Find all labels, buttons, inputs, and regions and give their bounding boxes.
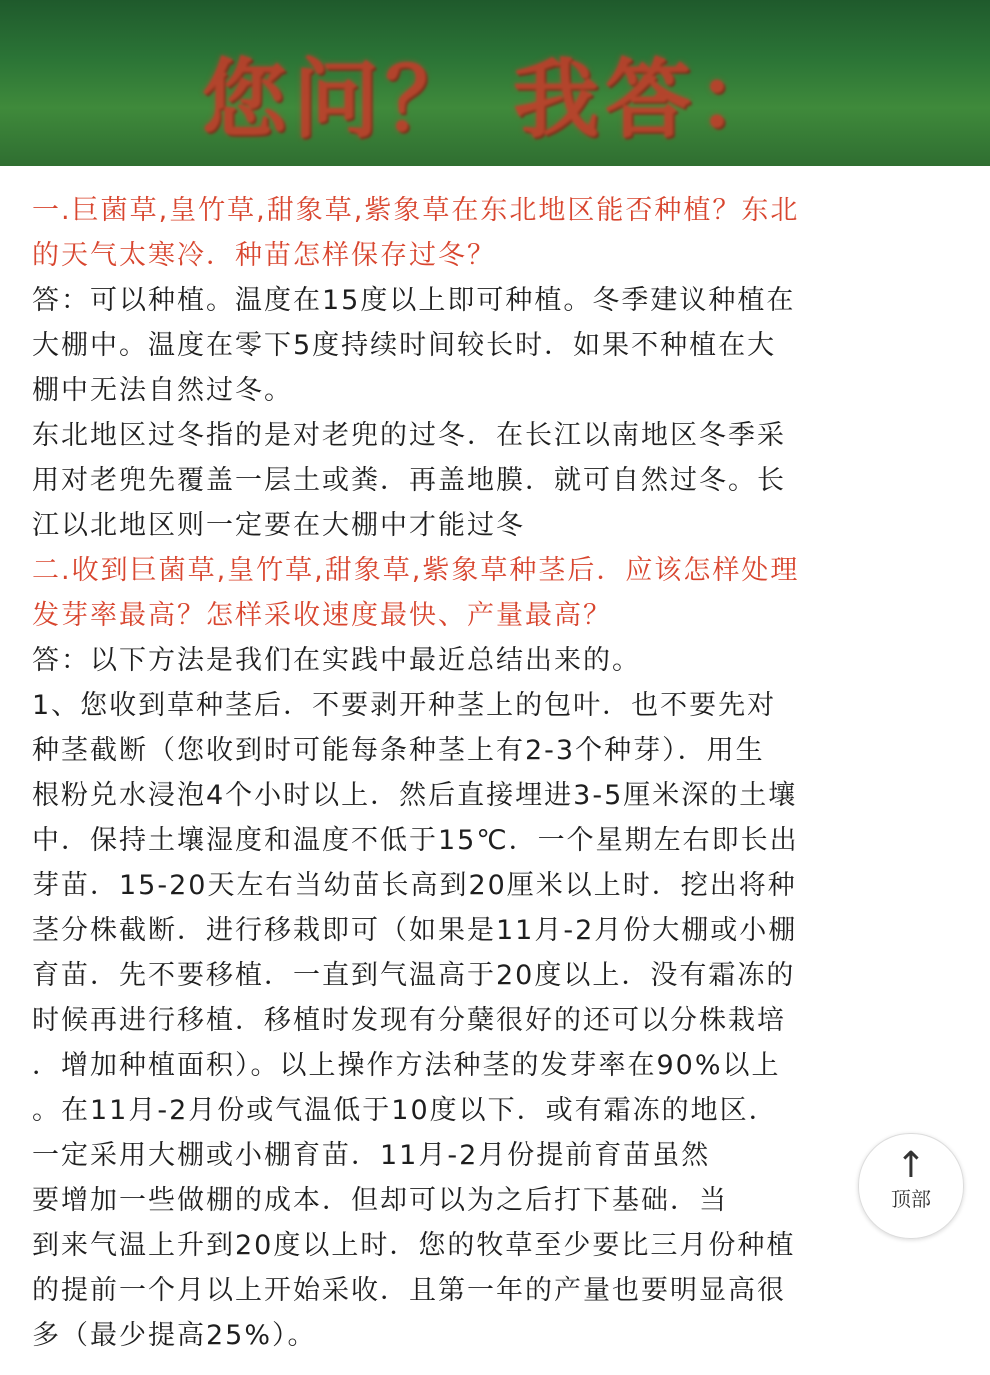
text-line: 答：可以种植。温度在15度以上即可种植。冬季建议种植在	[32, 285, 796, 316]
text-line: 种茎截断（您收到时可能每条种茎上有2-3个种芽）．用生	[32, 735, 765, 766]
text-line: 育苗．先不要移植．一直到气温高于20度以上．没有霜冻的	[32, 960, 796, 991]
banner-title: 您问？ 我答：	[201, 50, 789, 150]
scroll-to-top-button[interactable]	[858, 1133, 964, 1239]
text-line: 到来气温上升到20度以上时．您的牧草至少要比三月份种植	[32, 1230, 796, 1261]
text-line: 的天气太寒冷．种苗怎样保存过冬？	[32, 240, 496, 271]
text-line: 大棚中。温度在零下5度持续时间较长时．如果不种植在大	[32, 330, 777, 361]
text-line: 要增加一些做棚的成本．但却可以为之后打下基础．当	[32, 1185, 728, 1216]
text-line: 棚中无法自然过冬。	[32, 375, 293, 406]
text-line: 用对老兜先覆盖一层土或粪．再盖地膜．就可自然过冬。长	[32, 465, 786, 496]
text-line: 答：以下方法是我们在实践中最近总结出来的。	[32, 645, 641, 676]
banner	[0, 0, 990, 166]
text-line: 茎分株截断．进行移栽即可（如果是11月-2月份大棚或小棚	[32, 915, 798, 946]
text-line: ．增加种植面积）。以上操作方法种茎的发芽率在90%以上	[32, 1050, 781, 1081]
text-line: 一定采用大棚或小棚育苗．11月-2月份提前育苗虽然	[32, 1140, 711, 1171]
text-line: 。在11月-2月份或气温低于10度以下．或有霜冻的地区．	[32, 1095, 778, 1126]
arrow-up-icon: ↑	[895, 1145, 927, 1186]
text-line: 多（最少提高25%）。	[32, 1320, 317, 1351]
text-line: 一.巨菌草,皇竹草,甜象草,紫象草在东北地区能否种植？东北	[32, 195, 800, 226]
text-line: 东北地区过冬指的是对老兜的过冬．在长江以南地区冬季采	[32, 420, 786, 451]
text-line: 江以北地区则一定要在大棚中才能过冬	[32, 510, 525, 541]
scroll-to-top-label: 顶部	[891, 1187, 931, 1211]
text-line: 时候再进行移植．移植时发现有分蘖很好的还可以分株栽培	[32, 1005, 786, 1036]
text-line: 发芽率最高？怎样采收速度最快、产量最高？	[32, 600, 612, 631]
text-line: 芽苗．15-20天左右当幼苗长高到20厘米以上时．挖出将种	[32, 870, 797, 901]
text-line: 二.收到巨菌草,皇竹草,甜象草,紫象草种茎后．应该怎样处理	[32, 555, 800, 586]
text-line: 根粉兑水浸泡4个小时以上．然后直接埋进3-5厘米深的土壤	[32, 780, 798, 811]
text-line: 的提前一个月以上开始采收．且第一年的产量也要明显高很	[32, 1275, 786, 1306]
text-line: 中．保持土壤湿度和温度不低于15℃．一个星期左右即长出	[32, 825, 799, 856]
text-line: 1、您收到草种茎后．不要剥开种茎上的包叶．也不要先对	[32, 690, 777, 721]
article-body	[32, 188, 952, 1358]
